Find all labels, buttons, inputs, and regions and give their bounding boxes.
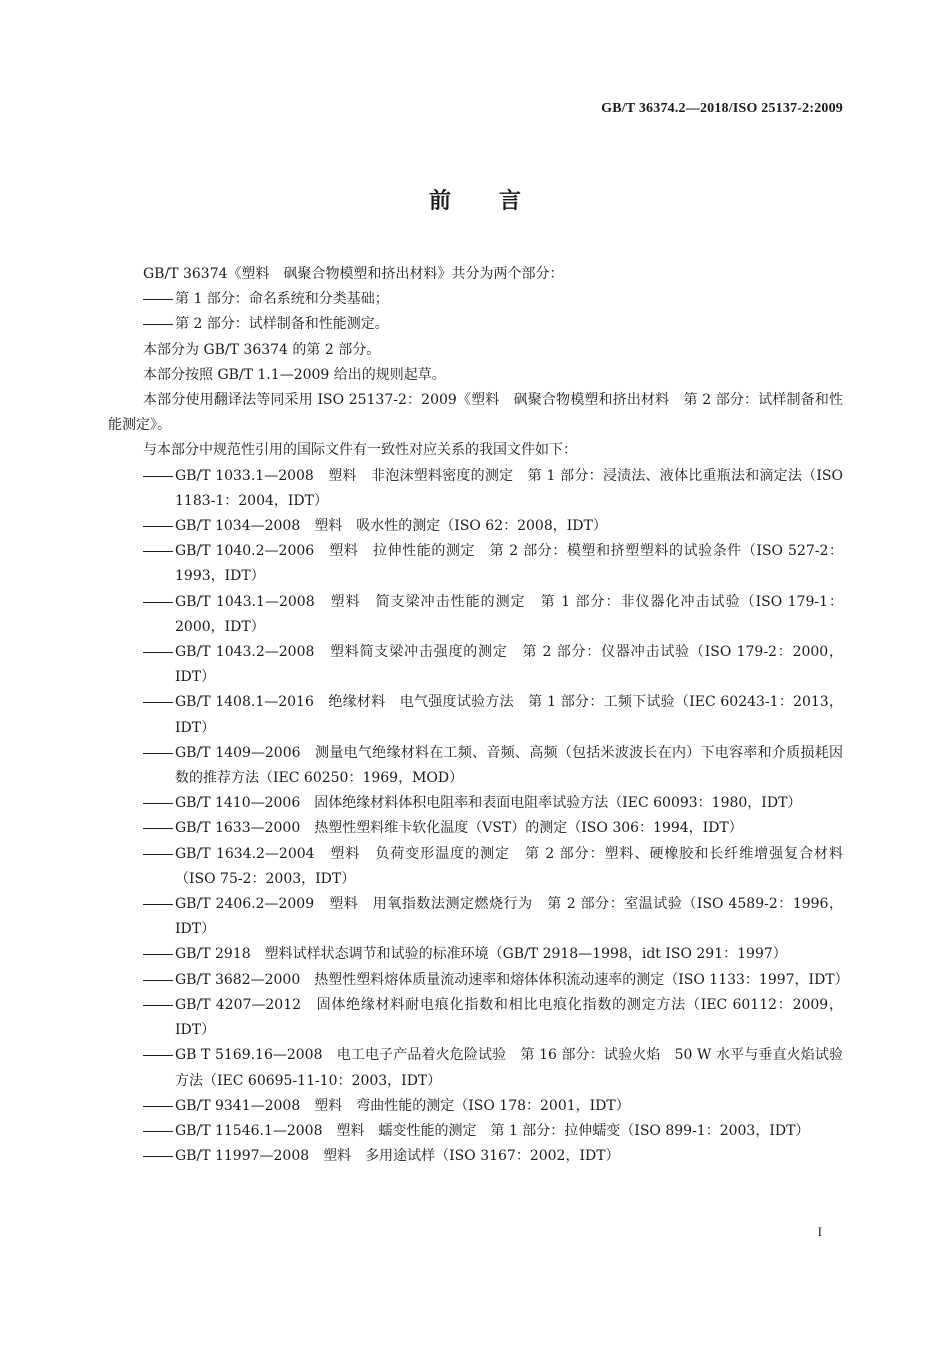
reference-text: GB/T 1033.1—2008 塑料 非泡沫塑料密度的测定 第 1 部分：浸渍法、液体比重瓶法和滴定法（ISO 1183-1：2004，IDT） [175,467,843,509]
reference-item [108,993,843,1043]
reference-text: GB/T 1034—2008 塑料 吸水性的测定（ISO 62：2008，IDT） [175,518,607,535]
part-text: 第 1 部分：命名系统和分类基础； [175,291,389,308]
reference-item [108,464,843,514]
reference-item [108,539,843,589]
reference-item [108,842,843,892]
reference-item [108,942,843,967]
page-title: 前言 [428,189,569,214]
reference-item [108,968,849,993]
reference-item [108,1119,843,1144]
reference-item [108,816,843,841]
reference-list [108,464,849,1170]
reference-text: GB/T 9341—2008 塑料 弯曲性能的测定（ISO 178：2001，IDT） [175,1097,630,1114]
reference-text: GB T 5169.16—2008 电工电子产品着火危险试验 第 16 部分：试验火焰 50 W 水平与垂直火焰试验方法（IEC 60695-11-10：2003，IDT） [175,1047,843,1089]
reference-item [108,514,843,539]
reference-item [108,1094,843,1119]
reference-text: GB/T 1634.2—2004 塑料 负荷变形温度的测定 第 2 部分：塑料、硬橡胶和长纤维增强复合材料（ISO 75-2：2003，IDT） [175,845,843,887]
document-body [108,262,849,1169]
standard-code-header: GB/T 36374.2—2018/ISO 25137-2:2009 [601,101,843,116]
reference-text: GB/T 4207—2012 固体绝缘材料耐电痕化指数和相比电痕化指数的测定方法（IEC 60112：2009，IDT） [175,996,843,1039]
reference-item [108,741,843,791]
page-number: I [817,1224,822,1239]
reference-item [108,690,843,740]
this-part-paragraph: 本部分为 GB/T 36374 的第 2 部分。 [143,341,381,358]
adoption-paragraph: 本部分使用翻译法等同采用 ISO 25137-2：2009《塑料 砜聚合物模塑和挤出材料 第 2 部分：试样制备和性能测定》。 [108,392,843,434]
reference-item [108,590,843,640]
reference-text: GB/T 1409—2006 测量电气绝缘材料在工频、音频、高频（包括米波波长在内）下电容率和介质损耗因数的推荐方法（IEC 60250：1969，MOD） [175,744,843,787]
reference-item [108,892,843,942]
part-list-item [108,312,843,337]
reference-text: GB/T 11546.1—2008 塑料 蠕变性能的测定 第 1 部分：拉伸蠕变（ISO 899-1：2003，IDT） [175,1122,810,1139]
part-list-item [108,287,843,312]
reference-text: GB/T 1040.2—2006 塑料 拉伸性能的测定 第 2 部分：模塑和挤塑塑料的试验条件（ISO 527-2：1993，IDT） [175,543,843,585]
reference-item [108,791,843,816]
reference-text: GB/T 3682—2000 热塑性塑料熔体质量流动速率和熔体体积流动速率的测定（ISO 1133：1997，IDT） [175,971,849,988]
reference-text: GB/T 11997—2008 塑料 多用途试样（ISO 3167：2002，IDT） [175,1148,620,1165]
correspondence-paragraph: 与本部分中规范性引用的国际文件有一致性对应关系的我国文件如下： [143,442,577,459]
reference-item [108,640,843,690]
reference-text: GB/T 1043.2—2008 塑料简支梁冲击强度的测定 第 2 部分：仪器冲击试验（ISO 179-2：2000，IDT） [175,644,843,686]
reference-text: GB/T 2918 塑料试样状态调节和试验的标准环境（GB/T 2918—1998，idt ISO 291：1997） [175,946,787,963]
part-text: 第 2 部分：试样制备和性能测定。 [175,316,389,333]
reference-item [108,1043,843,1093]
intro-paragraph: GB/T 36374《塑料 砜聚合物模塑和挤出材料》共分为两个部分： [143,266,564,282]
drafting-paragraph: 本部分按照 GB/T 1.1—2009 给出的规则起草。 [143,366,446,383]
reference-text: GB/T 1410—2006 固体绝缘材料体积电阻率和表面电阻率试验方法（IEC 60093：1980，IDT） [175,795,802,812]
reference-text: GB/T 2406.2—2009 塑料 用氧指数法测定燃烧行为 第 2 部分：室温试验（ISO 4589-2：1996，IDT） [175,896,843,938]
reference-item [108,1144,843,1169]
reference-text: GB/T 1633—2000 热塑性塑料维卡软化温度（VST）的测定（ISO 306：1994，IDT） [175,820,743,837]
reference-text: GB/T 1408.1—2016 绝缘材料 电气强度试验方法 第 1 部分：工频下试验（IEC 60243-1：2013，IDT） [175,694,843,736]
reference-text: GB/T 1043.1—2008 塑料 简支梁冲击性能的测定 第 1 部分：非仪器化冲击试验（ISO 179-1：2000，IDT） [175,593,843,635]
